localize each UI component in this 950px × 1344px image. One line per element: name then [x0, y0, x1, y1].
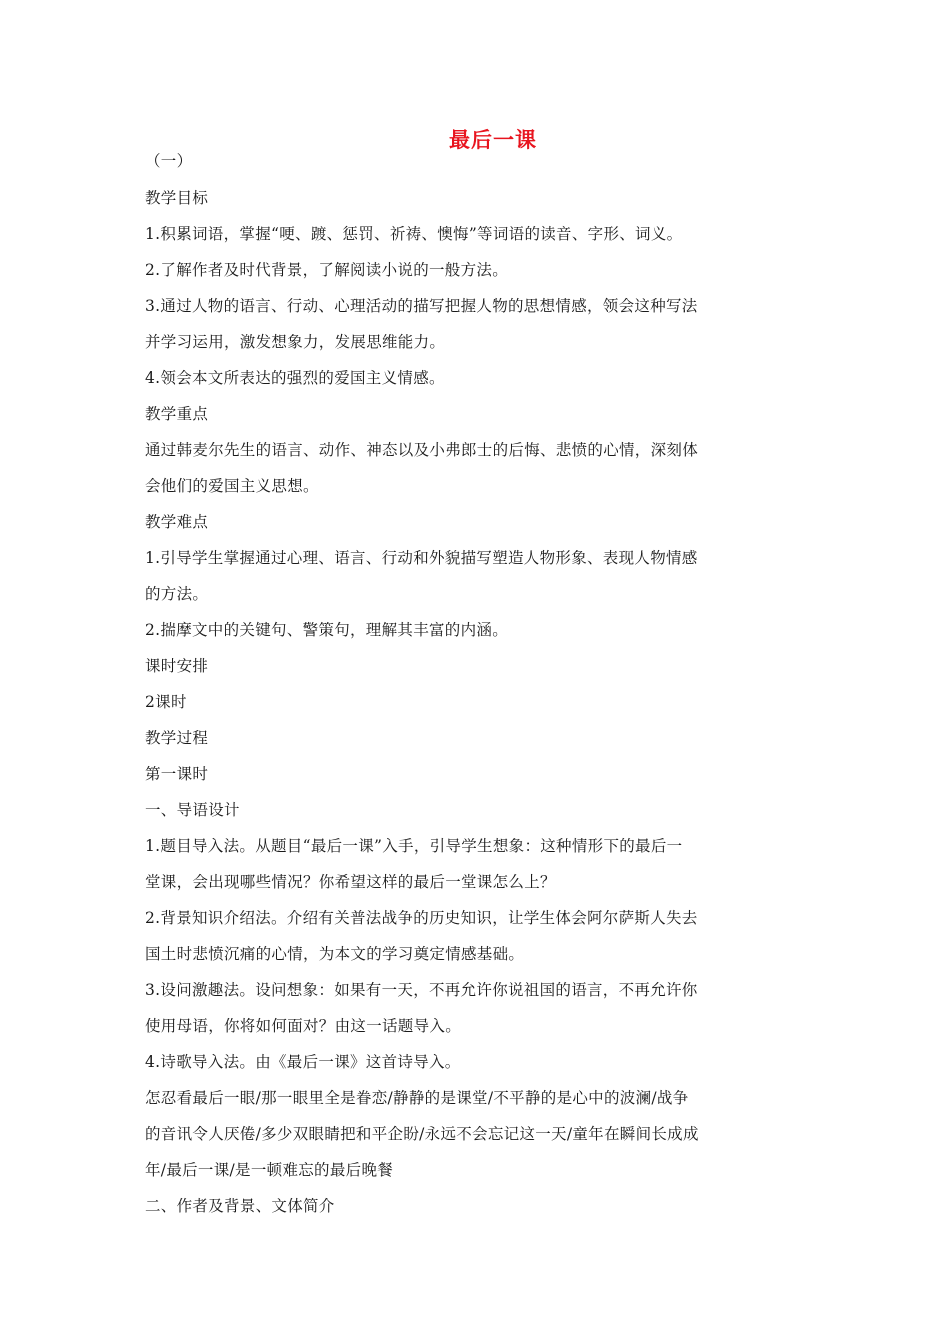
poem-line: 年/最后一课/是一顿难忘的最后晚餐: [145, 1161, 394, 1179]
poem-line: 怎忍看最后一眼/那一眼里全是眷恋/静静的是课堂/不平静的是心中的波澜/战争: [145, 1089, 689, 1107]
text-line: 3.设问激趣法。设问想象：如果有一天，不再允许你说祖国的语言，不再允许你: [145, 981, 698, 999]
text-line: 1.积累词语，掌握“哽、踱、惩罚、祈祷、懊悔”等词语的读音、字形、词义。: [145, 225, 683, 243]
text-line: 使用母语，你将如何面对？由这一话题导入。: [145, 1017, 462, 1035]
text-line: 3.通过人物的语言、行动、心理活动的描写把握人物的思想情感，领会这种写法: [145, 297, 698, 315]
text-line: 通过韩麦尔先生的语言、动作、神态以及小弗郎士的后悔、悲愤的心情，深刻体: [145, 441, 699, 459]
document-title: 最后一课: [449, 128, 537, 152]
section-heading: 教学难点: [145, 513, 209, 531]
text-line: 4.领会本文所表达的强烈的爱国主义情感。: [145, 369, 445, 387]
section-heading: 教学目标: [145, 189, 209, 207]
section-heading: 一、导语设计: [145, 801, 240, 819]
text-line: 1.题目导入法。从题目“最后一课”入手，引导学生想象：这种情形下的最后一: [145, 837, 683, 855]
text-line: 堂课，会出现哪些情况？你希望这样的最后一堂课怎么上？: [145, 873, 556, 891]
text-line: 国土时悲愤沉痛的心情，为本文的学习奠定情感基础。: [145, 945, 525, 963]
text-line: 2课时: [145, 693, 187, 711]
text-line: 并学习运用，激发想象力，发展思维能力。: [145, 333, 446, 351]
text-line: 2.背景知识介绍法。介绍有关普法战争的历史知识，让学生体会阿尔萨斯人失去: [145, 909, 698, 927]
section-heading: 第一课时: [145, 765, 209, 783]
text-line: 2.了解作者及时代背景，了解阅读小说的一般方法。: [145, 261, 508, 279]
section-heading: 课时安排: [145, 657, 209, 675]
text-line: 1.引导学生掌握通过心理、语言、行动和外貌描写塑造人物形象、表现人物情感: [145, 549, 698, 567]
text-line: 会他们的爱国主义思想。: [145, 477, 319, 495]
text-line: 2.揣摩文中的关键句、警策句，理解其丰富的内涵。: [145, 621, 508, 639]
text-line: 4.诗歌导入法。由《最后一课》这首诗导入。: [145, 1053, 461, 1071]
poem-line: 的音讯令人厌倦/多少双眼睛把和平企盼/永远不会忘记这一天/童年在瞬间长成成: [145, 1125, 699, 1143]
section-heading: 二、作者及背景、文体简介: [145, 1197, 335, 1215]
text-line: （一）: [145, 152, 193, 170]
section-heading: 教学重点: [145, 405, 209, 423]
section-heading: 教学过程: [145, 729, 209, 747]
text-line: 的方法。: [145, 585, 209, 603]
